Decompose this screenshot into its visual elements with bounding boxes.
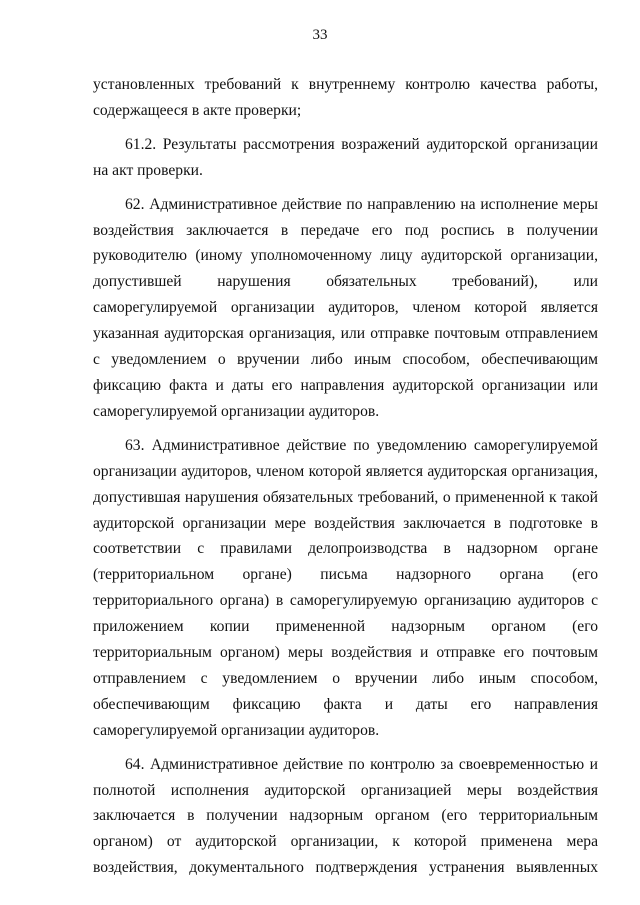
paragraph-64: 64. Административное действие по контролю за своевременностью и полнотой исполнения аудиторской организацией меры воздействия заключается в получении надзорным органом (его территориальным органом) от аудиторской организации, к которой применена мера воздействия, документального подтверждения устранения выявленных — [93, 755, 598, 877]
paragraph-61-2: 61.2. Результаты рассмотрения возражений аудиторской организации на акт проверки. — [93, 135, 598, 179]
paragraph-continuation: установленных требований к внутреннему контролю качества работы, содержащееся в акте проверки; — [93, 76, 598, 119]
page-number: 33 — [312, 27, 328, 43]
document-body — [93, 72, 598, 889]
paragraph-63: 63. Административное действие по уведомлению саморегулируемой организации аудиторов, членом которой является аудиторская организация, допустившая нарушения обязательных требований, о примененной к такой аудиторской организации мере воздействия заключается в подготовке в соответствии с правилами делопроизводства в надзорном органе (территориальном органе) письма надзорного органа (его территориального органа) в саморегулируемую организацию аудиторов с приложением копии примененной надзорным органом (его территориальным органом) меры воздействия и отправке его почтовым отправлением с уведомлением о вручении либо иным способом, обеспечивающим фиксацию факта и даты его направления саморегулируемой организации аудиторов. — [93, 436, 598, 739]
paragraph-62: 62. Административное действие по направлению на исполнение меры воздействия заключается в передаче его под роспись в получении руководителю (иному уполномоченному лицу аудиторской организации, допустившей нарушения обязательных требований), или саморегулируемой организации аудиторов, членом которой является указанная аудиторская организация, или отправке почтовым отправлением с уведомлением о вручении либо иным способом, обеспечивающим фиксацию факта и даты его направления аудиторской организации или саморегулируемой организации аудиторов. — [93, 195, 598, 420]
